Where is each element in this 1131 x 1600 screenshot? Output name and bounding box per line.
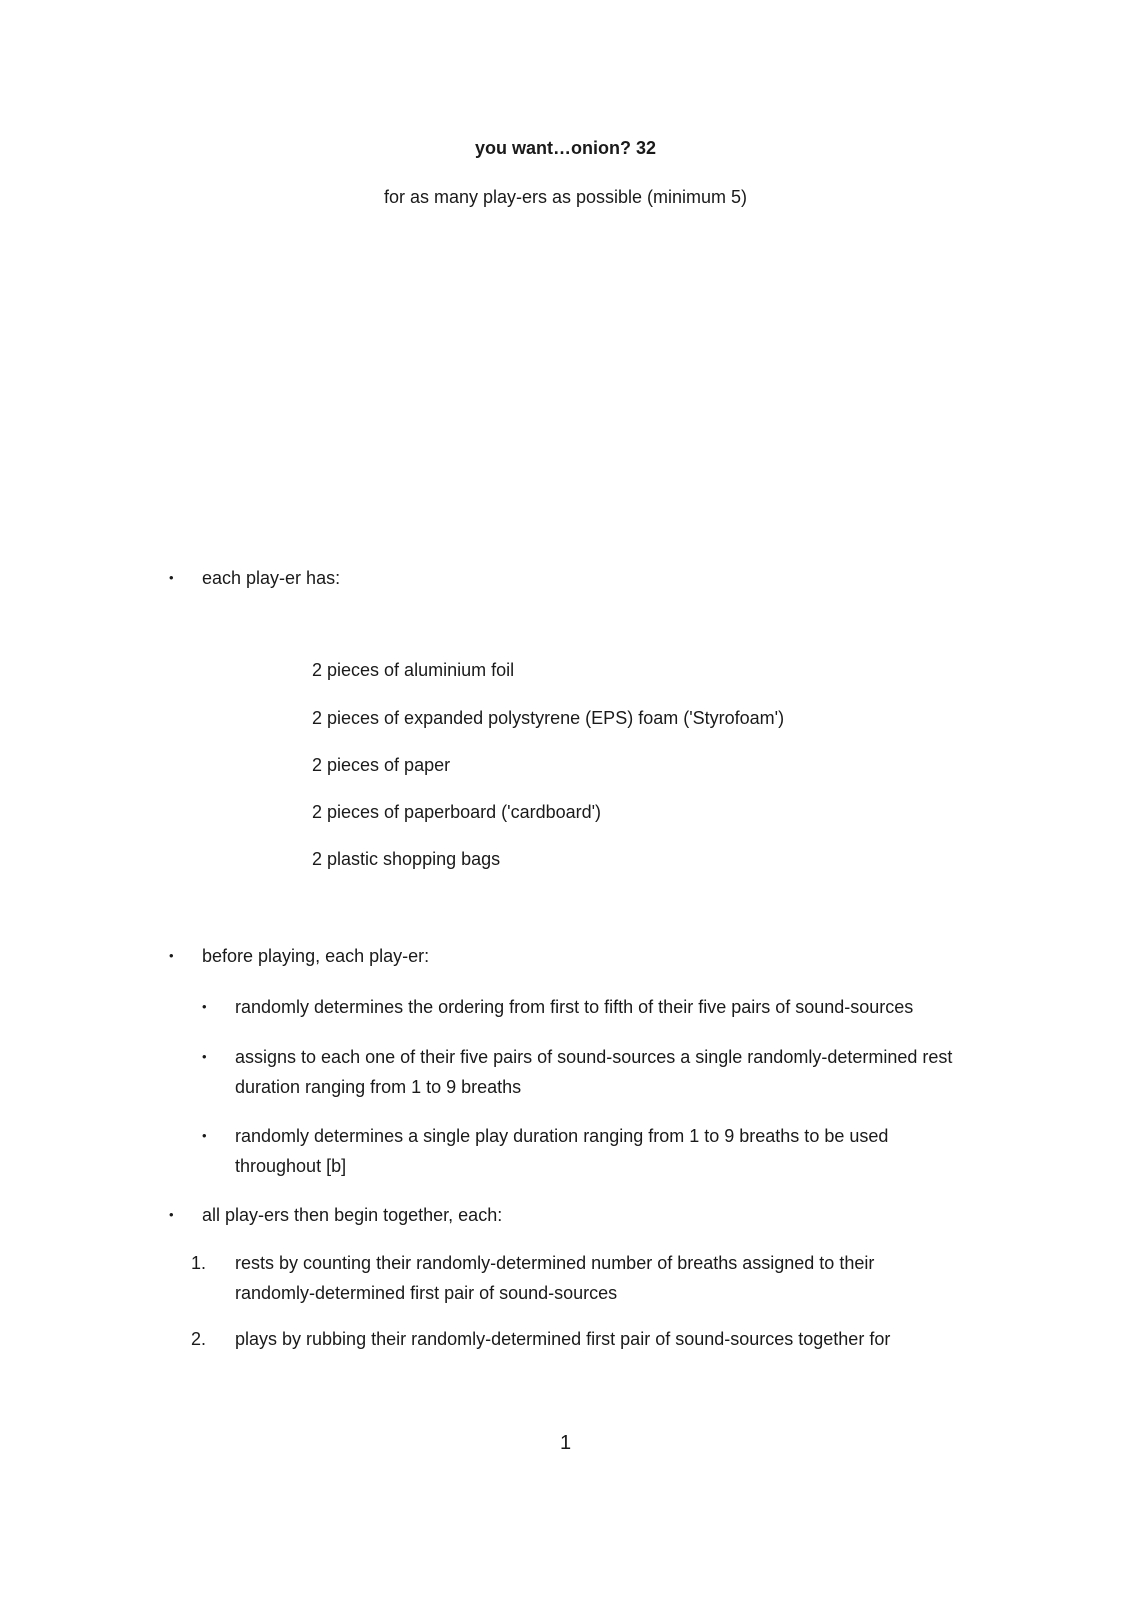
bullet-icon: • (202, 999, 207, 1014)
bullet-icon: • (169, 570, 174, 585)
page-number: 1 (559, 1432, 572, 1454)
section-heading-preparation: before playing, each play-er: (202, 946, 430, 966)
material-item: 2 pieces of expanded polystyrene (EPS) foam ('Styrofoam') (312, 708, 785, 728)
material-item: 2 pieces of paperboard ('cardboard') (312, 802, 602, 822)
document-subtitle: for as many play-ers as possible (minimum 5) (383, 187, 748, 207)
material-item: 2 pieces of aluminium foil (312, 660, 515, 680)
bullet-icon: • (169, 948, 174, 963)
bullet-icon: • (169, 1207, 174, 1222)
document-title: you want…onion? 32 (474, 138, 656, 158)
section-heading-materials: each play-er has: (202, 568, 341, 588)
performance-step: plays by rubbing their randomly-determined first pair of sound-sources together for (235, 1329, 891, 1349)
preparation-item: assigns to each one of their five pairs of sound-sources a single randomly-determined rest duration ranging from 1 to 9 breaths (235, 1047, 953, 1097)
bullet-icon: • (202, 1128, 207, 1143)
preparation-item: randomly determines the ordering from first to fifth of their five pairs of sound-sources (235, 997, 914, 1017)
performance-step: rests by counting their randomly-determined number of breaths assigned to their randomly-determined first pair of sound-sources (235, 1253, 875, 1303)
step-number: 2. (190, 1329, 206, 1349)
preparation-item: randomly determines a single play duration ranging from 1 to 9 breaths to be used throughout [b] (235, 1126, 889, 1176)
bullet-icon: • (202, 1049, 207, 1064)
step-number: 1. (190, 1253, 206, 1273)
material-item: 2 plastic shopping bags (312, 849, 501, 869)
material-item: 2 pieces of paper (312, 755, 451, 775)
section-heading-performance: all play-ers then begin together, each: (202, 1205, 503, 1225)
